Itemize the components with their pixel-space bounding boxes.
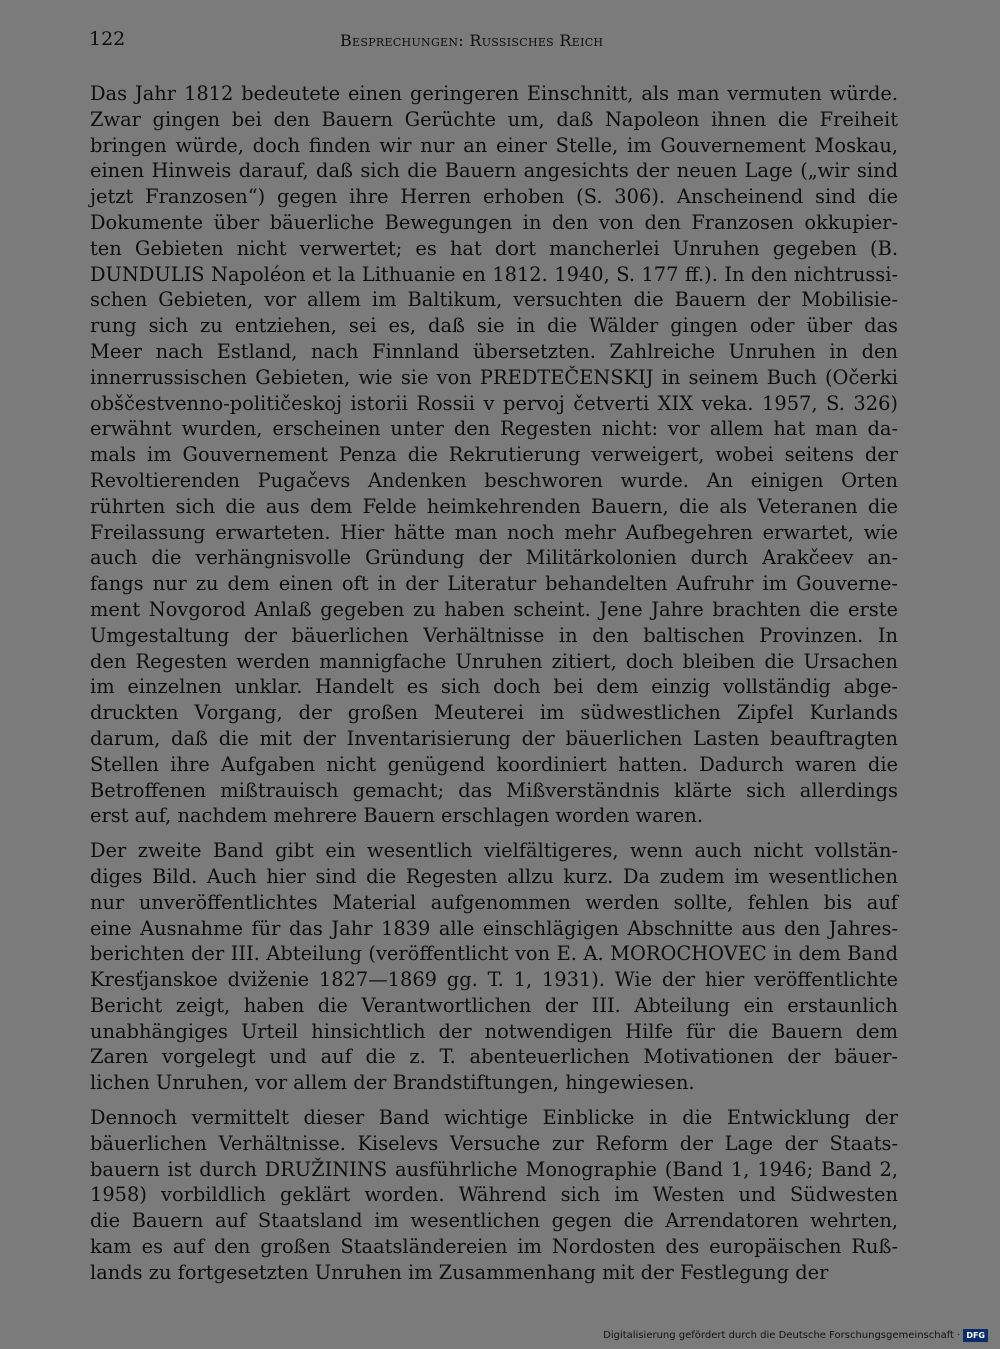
- text-line: bauern ist durch DRUŽININS ausführliche Monographie (Band 1, 1946; Band 2,: [90, 1157, 898, 1181]
- text-line: Zaren vorgelegt und auf die z. T. abenteuerlichen Motivationen der bäuer-: [90, 1045, 898, 1069]
- text-line: Betroffenen mißtrauisch gemacht; das Mißverständnis klärte sich allerdings: [90, 778, 898, 802]
- text-line: eine Ausnahme für das Jahr 1839 alle einschlägigen Abschnitte aus den Jahres-: [90, 916, 898, 940]
- text-line: nur unveröffentlichtes Material aufgenommen werden sollte, fehlen bis auf: [90, 890, 898, 914]
- paragraph: [90, 1105, 898, 1286]
- footer: [603, 1329, 988, 1342]
- text-line: Meer nach Estland, nach Finnland übersetzten. Zahlreiche Unruhen in den: [90, 339, 898, 363]
- text-line: lichen Unruhen, vor allem der Brandstiftungen, hingewiesen.: [90, 1071, 695, 1095]
- text-line: fangs nur zu dem einen oft in der Literatur behandelten Aufruhr im Gouverne-: [90, 572, 898, 596]
- text-line: Revoltierenden Pugačevs Andenken beschworen wurde. An einigen Orten: [90, 468, 898, 492]
- text-line: Bericht zeigt, haben die Verantwortlichen der III. Abteilung ein erstaunlich: [90, 993, 898, 1017]
- text-line: Dokumente über bäuerliche Bewegungen in den von den Franzosen okkupier-: [90, 210, 898, 234]
- running-head: Besprechungen: Russisches Reich: [340, 31, 604, 50]
- text-line: im einzelnen unklar. Handelt es sich doch bei dem einzig vollständig abge-: [90, 675, 898, 699]
- text-line: Freilassung erwarteten. Hier hätte man noch mehr Aufbegehren erwartet, wie: [90, 520, 898, 544]
- text-line: Umgestaltung der bäuerlichen Verhältnisse in den baltischen Provinzen. In: [90, 623, 898, 647]
- text-line: ten Gebieten nicht verwertet; es hat dort mancherlei Unruhen gegeben (B.: [90, 236, 898, 260]
- page-number: 122: [89, 28, 126, 50]
- text-line: auch die verhängnisvolle Gründung der Militärkolonien durch Arakčeev an-: [90, 546, 898, 570]
- text-line: Das Jahr 1812 bedeutete einen geringeren Einschnitt, als man vermuten würde.: [90, 82, 898, 105]
- text-line: unabhängiges Urteil hinsichtlich der notwendigen Hilfe für die Bauern dem: [90, 1019, 898, 1043]
- text-line: die Bauern auf Staatsland im wesentlichen gegen die Arrendatoren wehrten,: [90, 1209, 898, 1233]
- text-line: erwähnt wurden, erscheinen unter den Regesten nicht: vor allem hat man da-: [90, 417, 898, 441]
- text-line: diges Bild. Auch hier sind die Regesten allzu kurz. Da zudem im wesentlichen: [90, 864, 898, 888]
- text-line: schen Gebieten, vor allem im Baltikum, versuchten die Bauern der Mobilisie-: [90, 288, 898, 312]
- text-line: einen Hinweis darauf, daß sich die Bauern angesichts der neuen Lage („wir sind: [90, 159, 898, 183]
- text-line: bäuerlichen Verhältnisse. Kiselevs Versuche zur Reform der Lage der Staats-: [90, 1131, 898, 1155]
- text-line: Der zweite Band gibt ein wesentlich vielfältigeres, wenn auch nicht vollstän-: [90, 839, 898, 863]
- text-line: erst auf, nachdem mehrere Bauern erschlagen worden waren.: [90, 804, 704, 828]
- text-line: lands zu fortgesetzten Unruhen im Zusammenhang mit der Festlegung der: [90, 1260, 829, 1284]
- text-line: ment Novgorod Anlaß gegeben zu haben scheint. Jene Jahre brachten die erste: [90, 597, 898, 621]
- paragraph: [90, 81, 898, 829]
- text-line: Kresťjanskoe dviženie 1827—1869 gg. T. 1, 1931). Wie der hier veröffentlichte: [90, 968, 898, 992]
- text-line: den Regesten werden mannigfache Unruhen zitiert, doch bleiben die Ursachen: [90, 649, 898, 673]
- text-line: kam es auf den großen Staatsländereien im Nordosten des europäischen Ruß-: [90, 1235, 898, 1259]
- text-line: darum, daß die mit der Inventarisierung der bäuerlichen Lasten beauftragten: [90, 726, 898, 750]
- text-line: DUNDULIS Napoléon et la Lithuanie en 1812. 1940, S. 177 ff.). In den nichtrussi-: [90, 262, 898, 286]
- text-line: bringen würde, doch finden wir nur an einer Stelle, im Gouvernement Moskau,: [90, 133, 898, 157]
- text-line: druckten Vorgang, der großen Meuterei im südwestlichen Zipfel Kurlands: [90, 701, 898, 725]
- text-line: rührten sich die aus dem Felde heimkehrenden Bauern, die als Veteranen die: [90, 494, 898, 518]
- dfg-logo: DFG: [963, 1329, 988, 1342]
- text-line: berichten der III. Abteilung (veröffentlicht von E. A. MOROCHOVEC in dem Band: [90, 942, 898, 966]
- text-line: Dennoch vermittelt dieser Band wichtige Einblicke in die Entwicklung der: [90, 1106, 898, 1130]
- text-line: Zwar gingen bei den Bauern Gerüchte um, daß Napoleon ihnen die Freiheit: [90, 107, 898, 131]
- text-line: obščestvenno-političeskoj istorii Rossii v pervoj četverti XIX veka. 1957, S. 326): [90, 391, 898, 415]
- text-line: 1958) vorbildlich geklärt worden. Während sich im Westen und Südwesten: [90, 1183, 898, 1207]
- paragraph: [90, 838, 898, 1096]
- text-line: innerrussischen Gebieten, wie sie von PREDTEČENSKIJ in seinem Buch (Očerki: [90, 365, 898, 389]
- text-line: Stellen ihre Aufgaben nicht genügend koordiniert hatten. Dadurch waren die: [90, 752, 898, 776]
- text-block: [90, 81, 898, 1295]
- text-line: mals im Gouvernement Penza die Rekrutierung verweigert, wobei seitens der: [90, 443, 898, 467]
- text-line: rung sich zu entziehen, sei es, daß sie in die Wälder gingen oder über das: [90, 314, 898, 338]
- footer-credit: Digitalisierung gefördert durch die Deutsche Forschungsgemeinschaft ·: [603, 1330, 961, 1341]
- text-line: jetzt Franzosen“) gegen ihre Herren erhoben (S. 306). Anscheinend sind die: [90, 185, 898, 209]
